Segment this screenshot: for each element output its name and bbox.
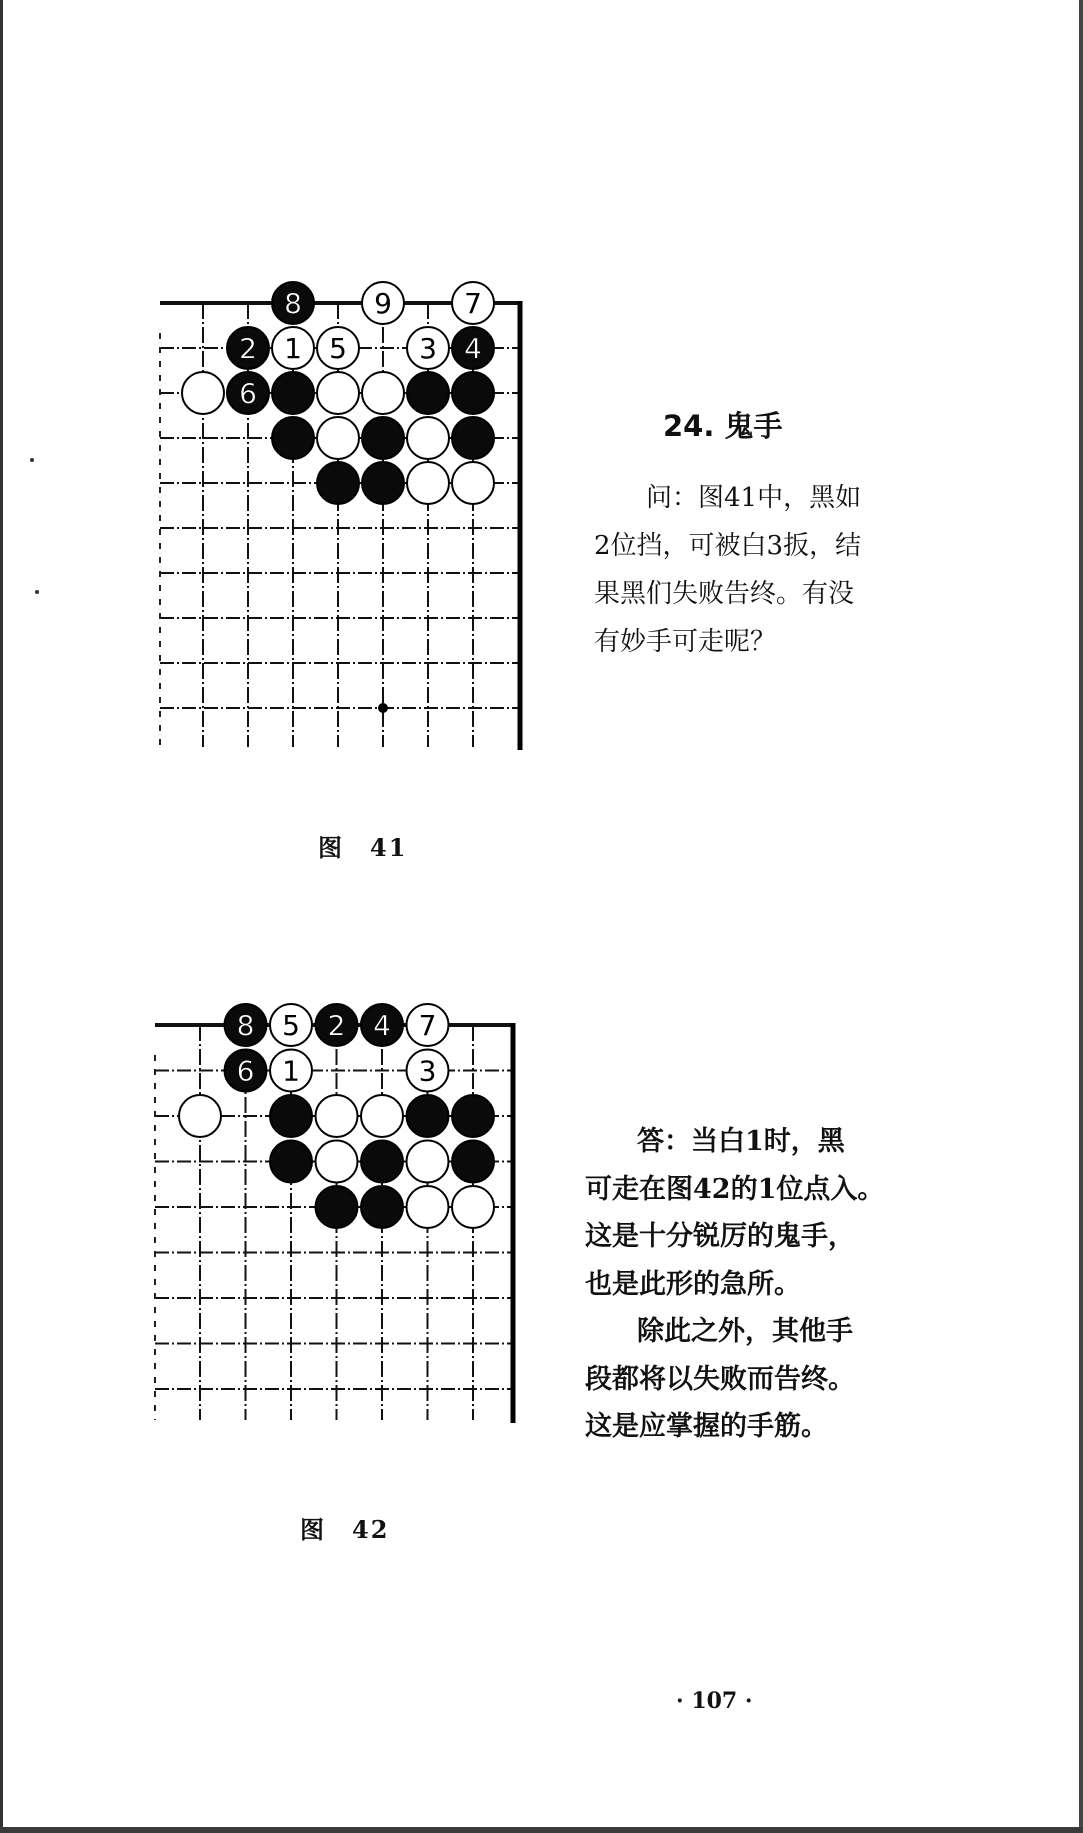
move-number: 7 xyxy=(418,1009,437,1042)
figure-caption-42 xyxy=(300,1510,389,1545)
answer-line: 段都将以失败而告终。 xyxy=(585,1363,855,1395)
black-stone xyxy=(407,1095,449,1137)
answer-line: 除此之外，其他手 xyxy=(637,1316,853,1347)
black-stone xyxy=(270,1095,312,1137)
caption-number: 41 xyxy=(370,833,408,862)
move-number: 2 xyxy=(327,1009,346,1042)
question-line: 2位挡，可被白3扳，结 xyxy=(594,531,862,561)
answer-line: 也是此形的急所。 xyxy=(585,1268,801,1300)
question-line: 问：图41中，黑如 xyxy=(646,483,862,513)
move-number: 4 xyxy=(373,1009,391,1042)
question-line: 有妙手可走呢？ xyxy=(594,627,777,657)
move-number: 1 xyxy=(284,332,302,365)
page-number: · 107 · xyxy=(676,1688,753,1714)
black-stone xyxy=(361,1186,403,1228)
section-title: 24. 鬼手 xyxy=(663,409,783,443)
white-stone xyxy=(361,1095,403,1137)
white-stone xyxy=(407,1186,449,1228)
answer-line: 这是十分锐厉的鬼手， xyxy=(585,1221,855,1252)
move-number: 7 xyxy=(464,287,482,320)
white-stone xyxy=(452,1186,494,1228)
black-stone xyxy=(361,1141,403,1183)
white-stone xyxy=(179,1095,221,1137)
move-number: 5 xyxy=(329,332,347,365)
black-stone xyxy=(270,1141,312,1183)
caption-prefix: 图 xyxy=(318,833,344,862)
question-paragraph xyxy=(594,474,914,666)
move-number: 9 xyxy=(374,287,392,320)
move-number: 8 xyxy=(236,1009,255,1042)
move-number: 6 xyxy=(239,377,257,410)
move-number: 6 xyxy=(236,1054,255,1088)
question-line: 果黑们失败告终。有没 xyxy=(594,579,855,609)
caption-number: 42 xyxy=(352,1515,390,1544)
answer-text xyxy=(585,1118,905,1451)
white-stone xyxy=(316,1141,358,1183)
move-number: 4 xyxy=(464,332,482,365)
white-stone xyxy=(316,1095,358,1137)
black-stone xyxy=(452,1141,494,1183)
white-stone xyxy=(407,1141,449,1183)
answer-line: 这是应掌握的手筋。 xyxy=(585,1411,828,1442)
move-number: 2 xyxy=(239,332,257,365)
move-number: 8 xyxy=(284,287,302,320)
black-stone xyxy=(316,1186,358,1228)
answer-line: 可走在图42的1位点入。 xyxy=(585,1173,885,1205)
caption-prefix: 图 xyxy=(300,1515,326,1544)
move-number: 5 xyxy=(282,1009,300,1042)
black-stone xyxy=(452,1095,494,1137)
figure-caption-41 xyxy=(318,828,407,863)
move-number: 1 xyxy=(282,1054,300,1088)
move-number: 3 xyxy=(418,1054,437,1088)
answer-line: 答：当白1时，黑 xyxy=(637,1126,845,1157)
move-number: 3 xyxy=(419,332,437,365)
